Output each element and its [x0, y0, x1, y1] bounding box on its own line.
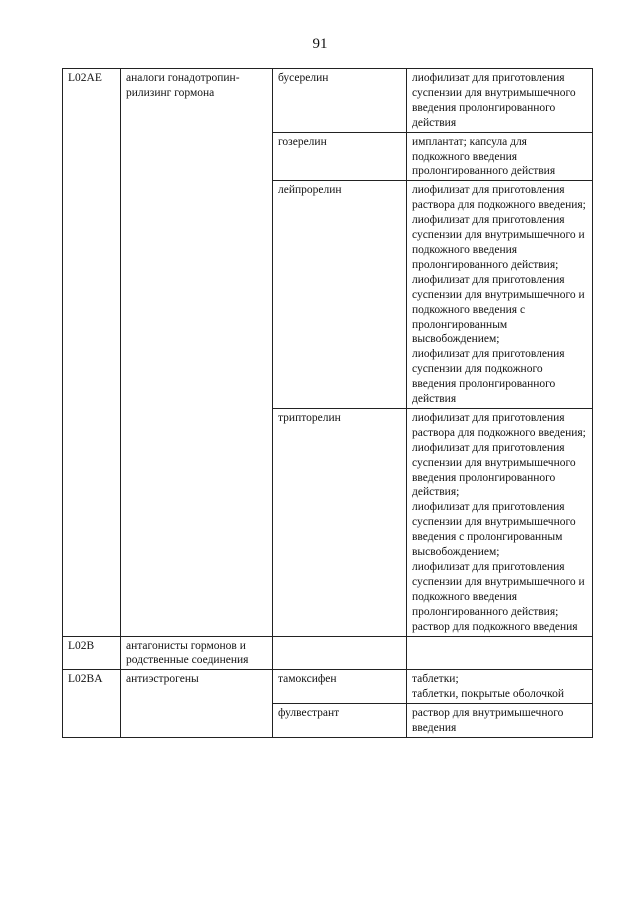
- table-row: [63, 670, 593, 704]
- dosage-form-line: лиофилизат для приготовления суспензии для подкожного введения пролонгированного действия: [412, 348, 565, 406]
- dosage-form-line: лиофилизат для приготовления суспензии для внутримышечного введения пролонгированного действия;: [412, 441, 576, 499]
- drug-name-cell: [273, 636, 407, 670]
- table-row: [63, 636, 593, 670]
- drug-table: [62, 68, 593, 738]
- drug-name-cell: гозерелин: [273, 132, 407, 181]
- dosage-form-cell: [407, 181, 593, 409]
- atc-code-cell: L02AE: [63, 69, 121, 637]
- dosage-form-line: таблетки;: [412, 673, 459, 686]
- atc-group-cell: антиэстрогены: [121, 670, 273, 738]
- dosage-form-line: лиофилизат для приготовления суспензии для внутримышечного и подкожного введения с пролонгированным высвобождением;: [412, 273, 585, 346]
- dosage-form-line: лиофилизат для приготовления раствора для подкожного введения;: [412, 184, 586, 212]
- dosage-form-cell: [407, 69, 593, 133]
- drug-name-cell: бусерелин: [273, 69, 407, 133]
- dosage-form-line: лиофилизат для приготовления раствора для подкожного введения;: [412, 411, 586, 439]
- dosage-form-cell: [407, 704, 593, 738]
- drug-name-cell: фулвестрант: [273, 704, 407, 738]
- atc-code-cell: L02BA: [63, 670, 121, 738]
- atc-group-cell: антагонисты гормонов и родственные соединения: [121, 636, 273, 670]
- dosage-form-line: лиофилизат для приготовления суспензии для внутримышечного введения пролонгированного действия: [412, 72, 576, 129]
- table-row: [63, 69, 593, 133]
- dosage-form-line: имплантат; капсула для подкожного введения пролонгированного действия: [412, 135, 556, 178]
- dosage-form-line: таблетки, покрытые оболочкой: [412, 688, 564, 701]
- atc-code-cell: L02B: [63, 636, 121, 670]
- drug-name-cell: тамоксифен: [273, 670, 407, 704]
- dosage-form-cell: [407, 670, 593, 704]
- dosage-form-line: лиофилизат для приготовления суспензии для внутримышечного и подкожного введения пролонгированного действия;: [412, 214, 585, 271]
- drug-name-cell: лейпрорелин: [273, 181, 407, 409]
- drug-name-cell: трипторелин: [273, 408, 407, 636]
- page-number: 91: [312, 36, 328, 52]
- dosage-form-line: раствор для внутримышечного введения: [412, 707, 564, 735]
- dosage-form-line: лиофилизат для приготовления суспензии для внутримышечного и подкожного введения пролонгированного действия;: [412, 561, 585, 618]
- dosage-form-line: раствор для подкожного введения: [412, 620, 578, 633]
- dosage-form-cell: [407, 132, 593, 181]
- dosage-form-cell: [407, 408, 593, 636]
- dosage-form-cell: [407, 636, 593, 670]
- atc-group-cell: аналоги гонадотропин-рилизинг гормона: [121, 69, 273, 637]
- dosage-form-line: лиофилизат для приготовления суспензии для внутримышечного введения с пролонгированным высвобождением;: [412, 501, 576, 559]
